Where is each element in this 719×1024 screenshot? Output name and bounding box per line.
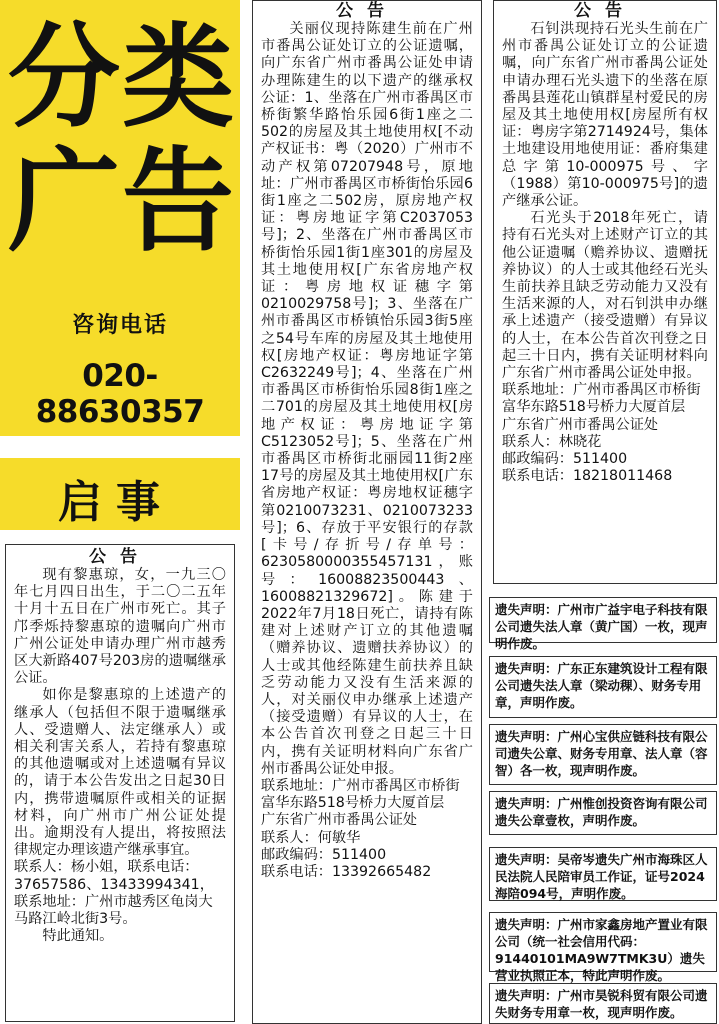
notice-left-title: 公告 — [89, 547, 151, 567]
notice-left-closing: 特此通知。 — [42, 928, 114, 945]
notice-right-address: 联系地址：广州市番禺区市桥街富华东路518号桥力大厦首层 — [502, 382, 701, 416]
lost-notice-2 — [489, 656, 717, 718]
header-block — [0, 0, 240, 436]
notice-middle-title: 公告 — [336, 1, 398, 21]
notice-middle-postcode: 邮政编码：511400 — [261, 846, 387, 863]
lost-notice-5 — [489, 847, 717, 901]
notice-middle-phone: 联系电话：13392665482 — [261, 863, 432, 880]
notice-middle — [252, 0, 482, 1024]
lost-notice-label: 遗失声明： — [495, 852, 558, 867]
lost-notice-3 — [489, 724, 717, 785]
lost-notice-label: 遗失声明： — [495, 661, 558, 676]
notice-right-title: 公告 — [574, 1, 636, 21]
lost-notice-label: 遗失声明： — [495, 988, 558, 1003]
notice-right-phone: 联系电话：18218011468 — [502, 468, 673, 485]
lost-notice-text: 广州市昊锐科贸有限公司遗失财务专用章一枚，现声明作废。 — [495, 988, 708, 1020]
lost-notice-6 — [489, 912, 717, 983]
notice-middle-contact-person: 联系人：何敏华 — [261, 829, 361, 846]
notice-right-paragraph-1: 石钊洪现持石光头生前在广州市番禺公证处订立的公证遗嘱，向广东省广州市番禺公证处申请办理石光头遗下的坐落在原番禺县莲花山镇群星村爱民的房屋及其土地使用权[房屋所有权证：粤房字第2714924号，集体土地建设用地使用证：番府集建总字第10-000975号、字（1988）第10-000975号]的遗产继承公证。 — [502, 21, 708, 210]
lost-notice-text: 广州惟创投资咨询有限公司遗失公章壹枚，声明作废。 — [495, 796, 708, 828]
title-char-lei: 类 — [122, 13, 234, 143]
notice-middle-paragraph: 关丽仪现持陈建生前在广州市番禺公证处订立的公证遗嘱，向广东省广州市番禺公证处申请办理陈建生的以下遗产的继承权公证：1、坐落在广州市番禺区市桥街繁华路怡乐园6街1座之二502的房屋及其土地使用权[不动产权证书：粤（2020）广州市不动产权第07207948号，原地址：广州市番禺区市桥街怡乐园6街1座之二502房，原房地产权证：粤房地证字第C2037053号]；2、坐落在广州市番禺区市桥街怡乐园1街1座301的房屋及其土地使用权[广东省房地产权证：粤房地权证穗字第0210029758号]；3、坐落在广州市番禺区市桥镇怡乐园3街5座之54号车库的房屋及其土地使用权[房地产权证：粤房地证字第C2632249号]；4、坐落在广州市番禺区市桥街怡乐园8街1座之二701的房屋及其土地使用权[房地产权证：粤房地证字第C5123052号]；5、坐落在广州市番禺区市桥街北丽园11街2座17号的房屋及其土地使用权[广东省房地产权证：粤房地权证穗字第0210073231、0210073233号]；6、存放于平安银行的存款[卡号/存折号/存单号：6230580000355457131，账号：16008823500443、16008821329672]。陈建于2022年7月18日死亡，请持有陈建对上述财产订立的其他遗嘱（赠养协议、遗赠扶养协议）的人士或其他经陈建生前扶养且缺乏劳动能力又没有生活来源的人，对关丽仪申办继承上述遗产（接受遗赠）有异议的人士，在本公告首次刊登之日起三十日内，携有关证明材料向广东省广州市番禺公证处申报。 — [261, 21, 473, 777]
section-title: 启事 — [58, 477, 174, 528]
notice-right-paragraph-2: 石光头于2018年死亡，请持有石光头对上述财产订立的其他公证遗嘱（赡养协议、遗赠抚养协议）的人士或其他经石光头生前扶养且缺乏劳动能力又没有生活来源的人，对石钊洪申办继承上述遗产（接受遗赠）有异议的人士，在本公告首次刊登之日起三十日内，携有关证明材料向广东省广州市番禺公证处申报。 — [502, 210, 708, 382]
title-char-guang: 广 — [8, 137, 120, 267]
notice-left-contact: 联系人：杨小姐，联系电话：37657586、13433994341，联系地址：广州市越秀区龟岗大马路江岭北街3号。 — [14, 859, 214, 928]
lost-notice-label: 遗失声明： — [495, 729, 558, 744]
lost-notice-text: 广州市广益宇电子科技有限公司遗失法人章（黄广国）一枚，现声明作废。 — [495, 602, 708, 651]
title-char-gao: 告 — [122, 137, 234, 267]
consult-phone: 020-88630357 — [35, 358, 205, 430]
lost-notice-text: 广东正东建筑设计工程有限公司遗失法人章（梁动稞）、财务专用章，声明作废。 — [495, 661, 708, 710]
lost-notice-text: 吴帝岑遗失广州市海珠区人民法院人民陪审员工作证，证号2024海陪094号，声明作废。 — [495, 852, 708, 901]
notice-left — [5, 544, 235, 1022]
notice-right-office: 广东省广州市番禺公证处 — [502, 416, 659, 433]
lost-notice-text: 广州心宝供应链科技有限公司遗失公章、财务专用章、法人章（容智）各一枚，现声明作废。 — [495, 729, 708, 778]
notice-left-paragraph-1: 现有黎惠琼，女，一九三〇年七月四日出生，于二〇二五年十月十五日在广州市死亡。其子邝季烁持黎惠琼的遗嘱向广州市广州公证处申请办理广州市越秀区大新路407号203房的遗嘱继承公证。 — [14, 567, 226, 687]
lost-notice-1 — [489, 597, 717, 651]
notice-right-contact-person: 联系人：林晓花 — [502, 433, 602, 450]
lost-notice-4 — [489, 791, 717, 835]
lost-notice-text: 广州市家鑫房地产置业有限公司（统一社会信用代码：91440101MA9W7TMK3U）遗失营业执照正本，特此声明作废。 — [495, 917, 708, 983]
notice-right — [493, 0, 717, 584]
consult-label: 咨询电话 — [71, 313, 168, 338]
lost-notice-label: 遗失声明： — [495, 796, 558, 811]
notice-middle-address: 联系地址：广州市番禺区市桥街富华东路518号桥力大厦首层 — [261, 777, 460, 812]
notice-left-paragraph-2: 如你是黎惠琼的上述遗产的继承人（包括但不限于遗嘱继承人、受遗赠人、法定继承人）或相关利害关系人，若持有黎惠琼的其他遗嘱或对上述遗嘱有异议的，请于本公告发出之日起30日内，携带遗嘱原件或相关的证据材料，向广州市广州公证处提出。逾期没有人提出，将按照法律规定办理该遗产继承事宜。 — [14, 687, 226, 859]
section-banner — [0, 458, 240, 530]
lost-notice-label: 遗失声明： — [495, 917, 558, 932]
notice-right-postcode: 邮政编码：511400 — [502, 451, 628, 468]
lost-notice-7 — [489, 983, 717, 1024]
title-char-fen: 分 — [8, 13, 120, 143]
lost-notice-label: 遗失声明： — [495, 602, 558, 617]
notice-middle-office: 广东省广州市番禺公证处 — [261, 812, 418, 829]
